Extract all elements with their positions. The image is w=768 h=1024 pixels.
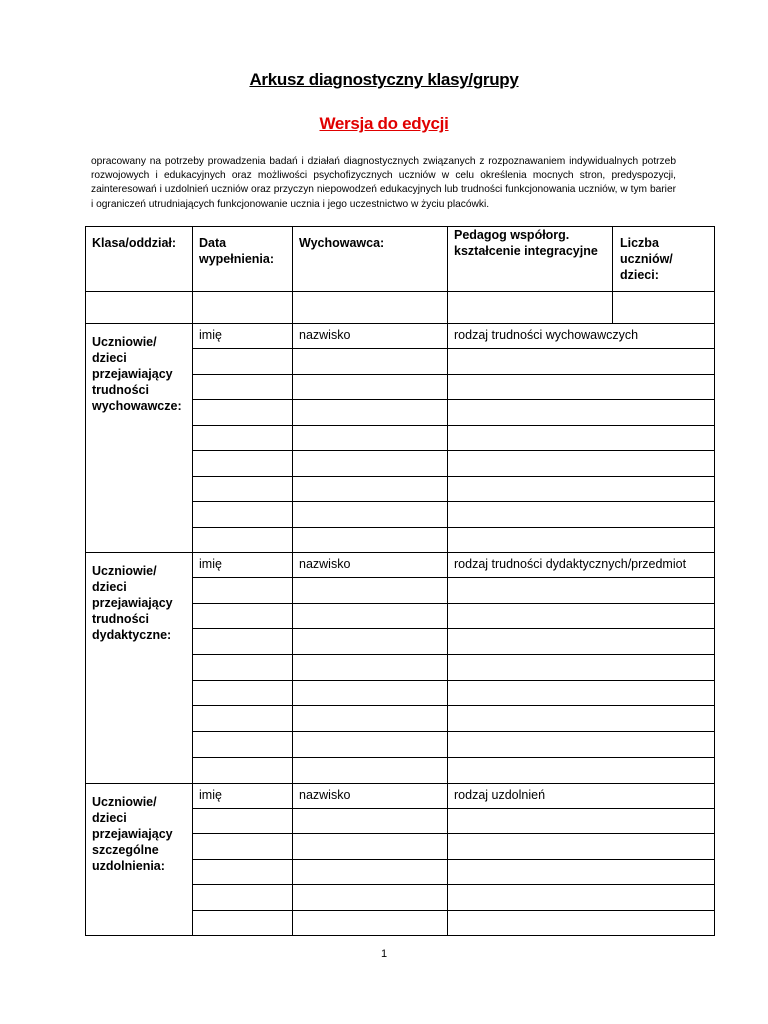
intro-paragraph: opracowany na potrzeby prowadzenia badań i działań diagnostycznych związanych z rozpoznawaniem indywidualnych potrzeb rozwojowych i edukacyjnych oraz możliwości psychofizycznych uczniów w celu określenia mocnych stron, predyspozycji, zainteresowań i uzdolnień uczniów oraz przyczyn niepowodzeń edukacyjnych lub trudności funkcjonowania uczniów, w tym barier i ograniczeń utrudniających funkcjonowanie ucznia i jego uczestnictwo w życiu placówki. bbox=[91, 156, 676, 210]
document-subtitle: Wersja do edycji bbox=[319, 114, 449, 133]
first-name-cell[interactable] bbox=[193, 603, 293, 629]
type-cell[interactable] bbox=[448, 757, 715, 783]
header-date-label: Data wypełnienia: bbox=[199, 236, 275, 266]
last-name-cell[interactable] bbox=[293, 400, 448, 426]
type-header-cell bbox=[448, 324, 715, 349]
type-header: rodzaj trudności dydaktycznych/przedmiot bbox=[454, 557, 687, 571]
first-name-cell[interactable] bbox=[193, 808, 293, 834]
first-name-cell[interactable] bbox=[193, 859, 293, 885]
diagnostic-table bbox=[85, 226, 715, 936]
type-cell[interactable] bbox=[448, 603, 715, 629]
section-label: Uczniowie/ dzieci przejawiający szczególne uzdolnienia: bbox=[92, 794, 173, 873]
type-cell[interactable] bbox=[448, 732, 715, 758]
last-name-cell[interactable] bbox=[293, 859, 448, 885]
first-name-cell[interactable] bbox=[193, 527, 293, 553]
first-name-cell[interactable] bbox=[193, 400, 293, 426]
last-name-cell[interactable] bbox=[293, 680, 448, 706]
last-name-header-cell bbox=[293, 324, 448, 349]
class-value-cell[interactable] bbox=[86, 292, 193, 324]
first-name-cell[interactable] bbox=[193, 451, 293, 477]
page-number: 1 bbox=[380, 948, 388, 960]
last-name-cell[interactable] bbox=[293, 425, 448, 451]
type-header-cell bbox=[448, 553, 715, 578]
type-cell[interactable] bbox=[448, 680, 715, 706]
teacher-value-cell[interactable] bbox=[293, 292, 448, 324]
last-name-header: nazwisko bbox=[299, 787, 351, 802]
last-name-cell[interactable] bbox=[293, 885, 448, 911]
first-name-cell[interactable] bbox=[193, 885, 293, 911]
last-name-cell[interactable] bbox=[293, 374, 448, 400]
type-header: rodzaj uzdolnień bbox=[454, 787, 546, 802]
last-name-cell[interactable] bbox=[293, 706, 448, 732]
last-name-cell[interactable] bbox=[293, 910, 448, 936]
header-teacher-label: Wychowawca: bbox=[299, 236, 385, 250]
last-name-header-cell bbox=[293, 783, 448, 808]
last-name-cell[interactable] bbox=[293, 476, 448, 502]
type-cell[interactable] bbox=[448, 834, 715, 860]
last-name-header-cell bbox=[293, 553, 448, 578]
type-cell[interactable] bbox=[448, 451, 715, 477]
section-label-cell bbox=[86, 553, 193, 784]
type-cell[interactable] bbox=[448, 374, 715, 400]
first-name-header-cell bbox=[193, 553, 293, 578]
last-name-cell[interactable] bbox=[293, 527, 448, 553]
first-name-header-cell bbox=[193, 324, 293, 349]
last-name-cell[interactable] bbox=[293, 757, 448, 783]
count-value-cell[interactable] bbox=[613, 292, 715, 324]
last-name-cell[interactable] bbox=[293, 834, 448, 860]
last-name-header: nazwisko bbox=[299, 328, 351, 342]
section-label: Uczniowie/ dzieci przejawiający trudności wychowawcze: bbox=[92, 335, 182, 413]
first-name-header: imię bbox=[199, 787, 222, 802]
first-name-cell[interactable] bbox=[193, 757, 293, 783]
last-name-cell[interactable] bbox=[293, 629, 448, 655]
first-name-header: imię bbox=[199, 557, 222, 571]
first-name-cell[interactable] bbox=[193, 732, 293, 758]
first-name-header: imię bbox=[199, 328, 222, 342]
type-cell[interactable] bbox=[448, 808, 715, 834]
table-row bbox=[86, 783, 715, 808]
header-class-cell bbox=[86, 227, 193, 292]
type-cell[interactable] bbox=[448, 502, 715, 528]
header-value-row bbox=[86, 292, 715, 324]
first-name-cell[interactable] bbox=[193, 578, 293, 604]
header-count-cell bbox=[613, 227, 715, 292]
last-name-header: nazwisko bbox=[299, 557, 351, 571]
section-label: Uczniowie/ dzieci przejawiający trudności dydaktyczne: bbox=[92, 564, 173, 642]
type-cell[interactable] bbox=[448, 885, 715, 911]
type-cell[interactable] bbox=[448, 706, 715, 732]
header-class-label: Klasa/oddział: bbox=[92, 236, 177, 250]
last-name-cell[interactable] bbox=[293, 808, 448, 834]
first-name-cell[interactable] bbox=[193, 349, 293, 375]
last-name-cell[interactable] bbox=[293, 578, 448, 604]
last-name-cell[interactable] bbox=[293, 603, 448, 629]
first-name-cell[interactable] bbox=[193, 629, 293, 655]
last-name-cell[interactable] bbox=[293, 502, 448, 528]
section-label-cell bbox=[86, 783, 193, 936]
type-cell[interactable] bbox=[448, 527, 715, 553]
first-name-cell[interactable] bbox=[193, 680, 293, 706]
first-name-header-cell bbox=[193, 783, 293, 808]
type-cell[interactable] bbox=[448, 910, 715, 936]
last-name-cell[interactable] bbox=[293, 732, 448, 758]
table-row bbox=[86, 324, 715, 349]
pedagogue-value-cell[interactable] bbox=[448, 292, 613, 324]
first-name-cell[interactable] bbox=[193, 425, 293, 451]
date-value-cell[interactable] bbox=[193, 292, 293, 324]
first-name-cell[interactable] bbox=[193, 834, 293, 860]
type-cell[interactable] bbox=[448, 655, 715, 681]
first-name-cell[interactable] bbox=[193, 706, 293, 732]
type-cell[interactable] bbox=[448, 476, 715, 502]
document-title: Arkusz diagnostyczny klasy/grupy bbox=[249, 70, 519, 89]
last-name-cell[interactable] bbox=[293, 349, 448, 375]
type-cell[interactable] bbox=[448, 859, 715, 885]
last-name-cell[interactable] bbox=[293, 451, 448, 477]
first-name-cell[interactable] bbox=[193, 476, 293, 502]
type-cell[interactable] bbox=[448, 425, 715, 451]
type-cell[interactable] bbox=[448, 629, 715, 655]
header-pedagogue-label: Pedagog współorg. kształcenie integracyjne bbox=[454, 228, 598, 258]
table-row bbox=[86, 553, 715, 578]
header-count-label: Liczba uczniów/ dzieci: bbox=[620, 236, 673, 282]
first-name-cell[interactable] bbox=[193, 502, 293, 528]
type-cell[interactable] bbox=[448, 349, 715, 375]
header-pedagogue-cell bbox=[448, 227, 613, 292]
type-cell[interactable] bbox=[448, 578, 715, 604]
type-cell[interactable] bbox=[448, 400, 715, 426]
first-name-cell[interactable] bbox=[193, 374, 293, 400]
last-name-cell[interactable] bbox=[293, 655, 448, 681]
type-header: rodzaj trudności wychowawczych bbox=[454, 328, 639, 342]
type-header-cell bbox=[448, 783, 715, 808]
section-label-cell bbox=[86, 324, 193, 553]
header-teacher-cell bbox=[293, 227, 448, 292]
header-date-cell bbox=[193, 227, 293, 292]
first-name-cell[interactable] bbox=[193, 910, 293, 936]
first-name-cell[interactable] bbox=[193, 655, 293, 681]
header-row bbox=[86, 227, 715, 292]
